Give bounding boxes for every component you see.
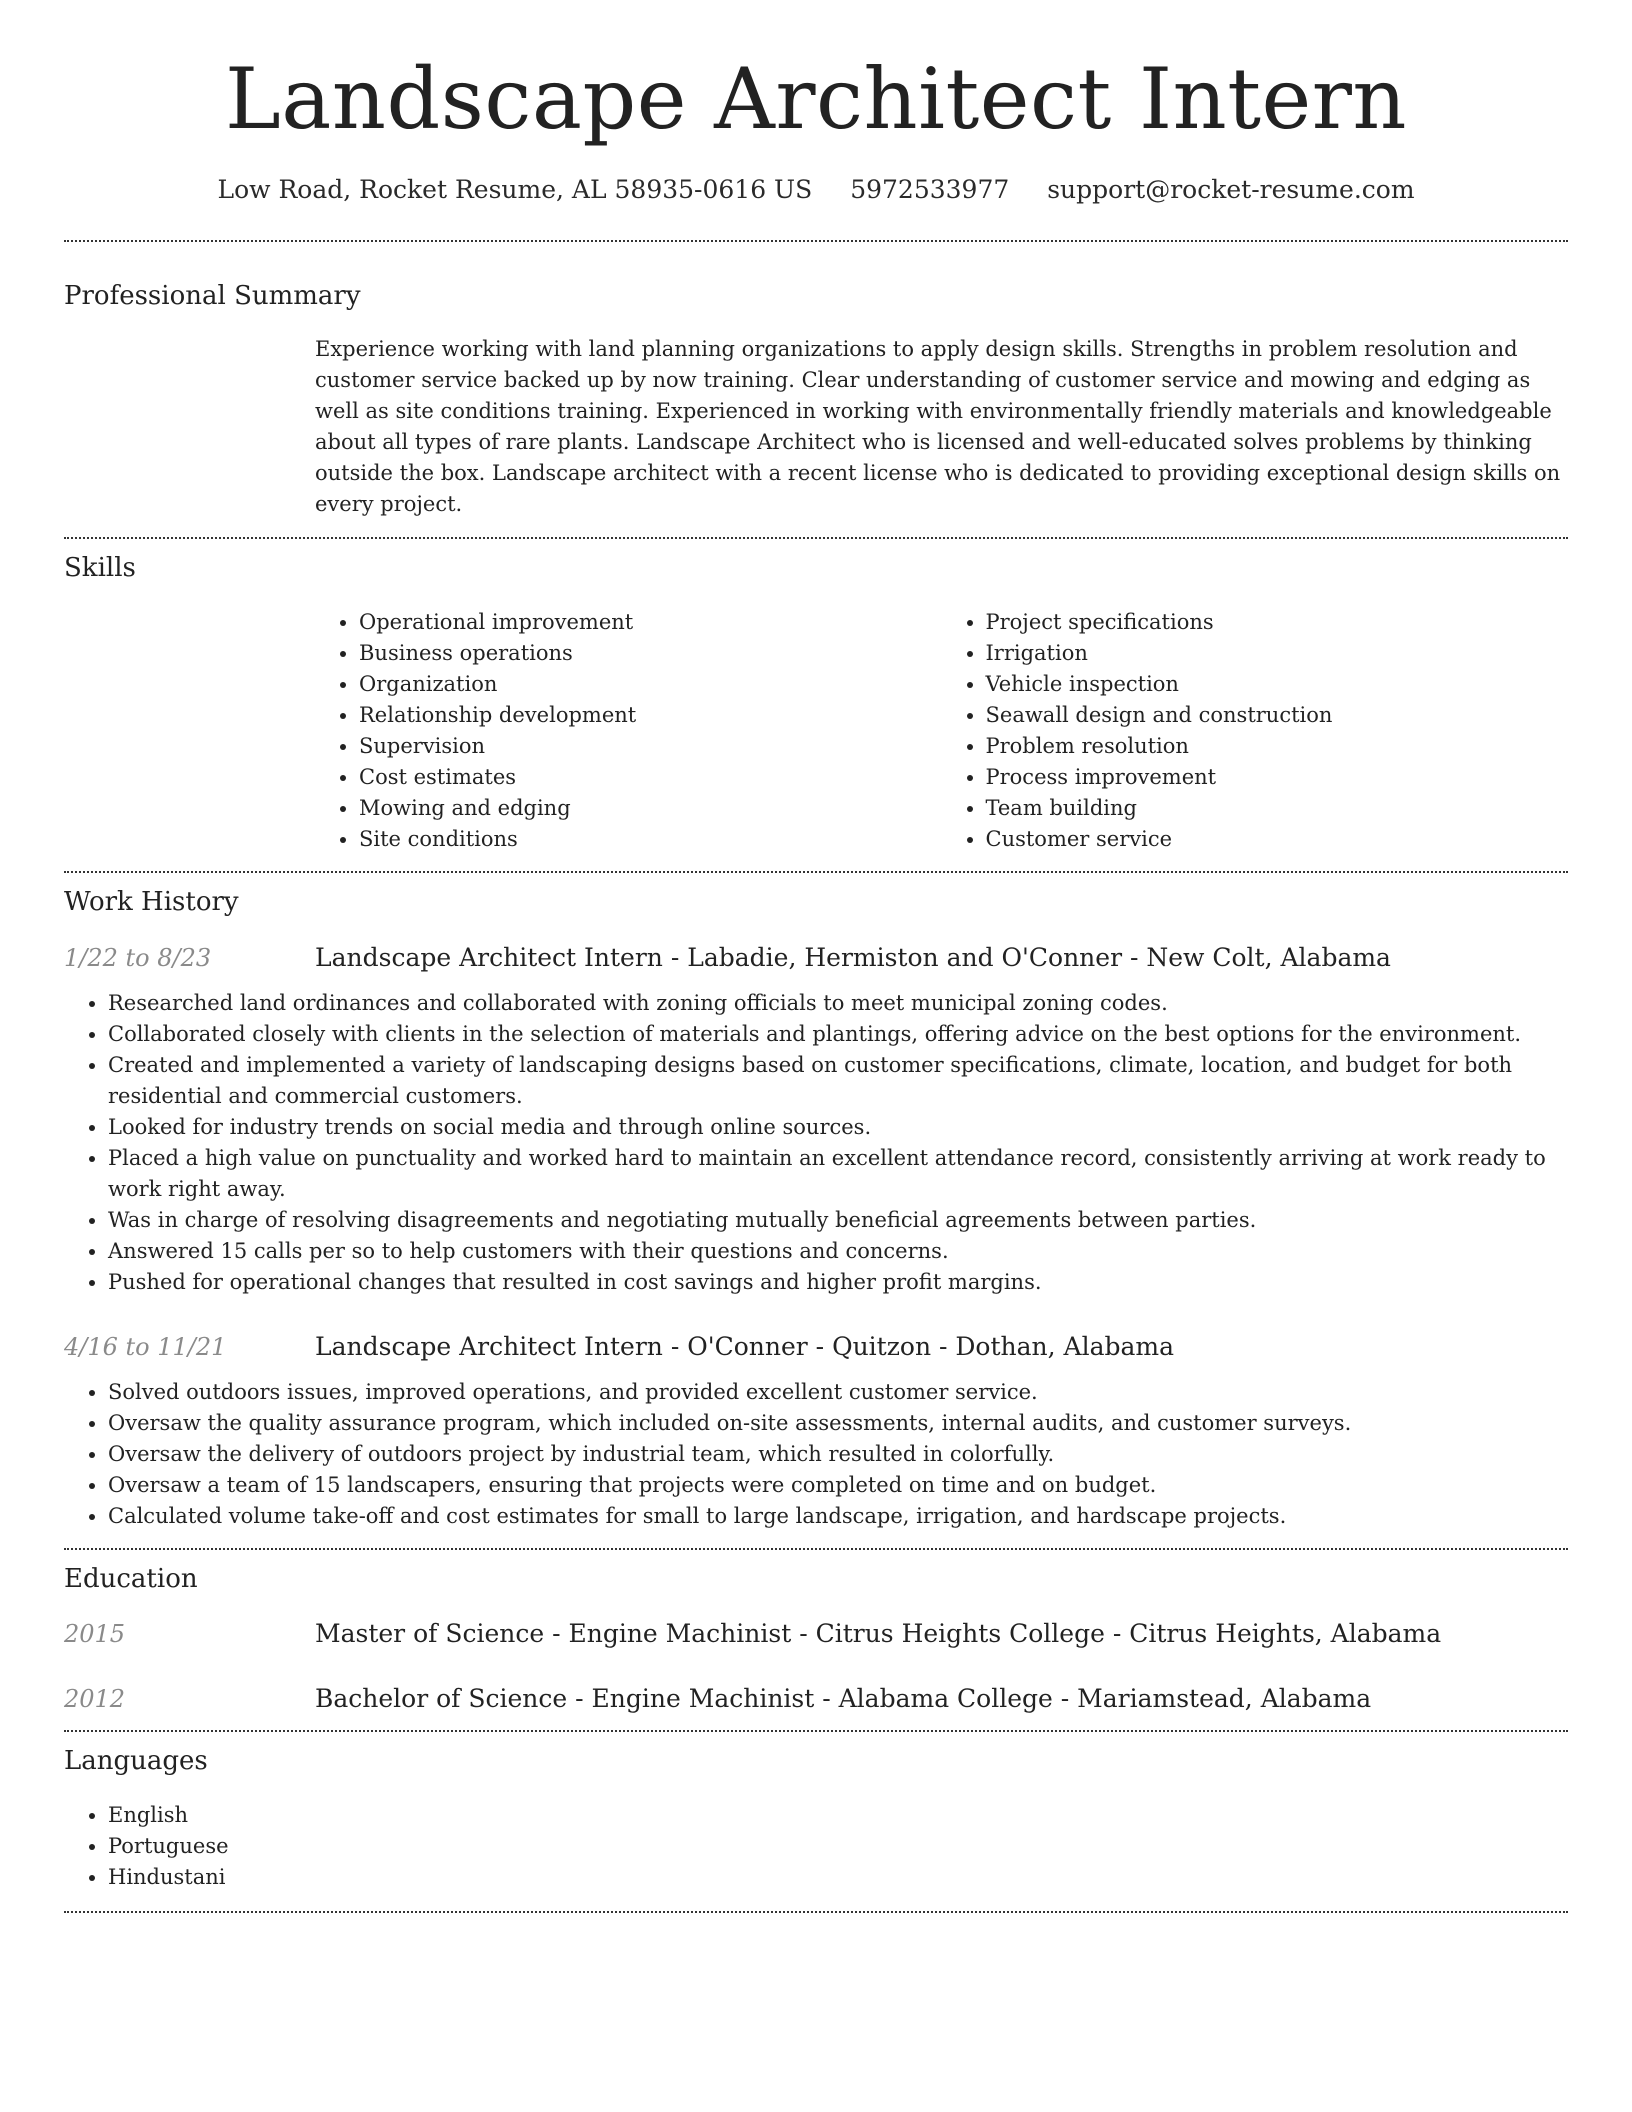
skills-grid	[315, 607, 1568, 855]
skills-list-left	[315, 607, 942, 855]
job-entry-header	[64, 1332, 1568, 1361]
language-item: • English	[108, 1800, 1568, 1831]
education-degree: Master of Science - Engine Machinist - Citrus Heights College - Citrus Heights, Alabama	[315, 1619, 1442, 1648]
skill-item: • Seawall design and construction	[986, 700, 1569, 731]
contact-phone: 5972533977	[850, 175, 1010, 204]
section-divider	[64, 1911, 1568, 1913]
job-bullets	[64, 1377, 1568, 1532]
job-dates: 1/22 to 8/23	[64, 944, 212, 972]
education-entry	[64, 1619, 1568, 1648]
work-history-heading: Work History	[64, 887, 239, 917]
job-bullet: • Answered 15 calls per so to help customers with their questions and concerns.	[108, 1236, 1568, 1267]
job-bullet: • Solved outdoors issues, improved operations, and provided excellent customer service.	[108, 1377, 1568, 1408]
skills-list-right	[942, 607, 1569, 855]
contact-email: support@rocket-resume.com	[1047, 175, 1415, 204]
section-divider	[64, 871, 1568, 873]
summary-text: Experience working with land planning organizations to apply design skills. Strengths in problem resolution and customer service backed up by now training. Clear understanding of customer service and mowing and edging as well as site conditions training. Experienced in working with environmentally friendly materials and knowledgeable about all types of rare plants. Landscape Architect who is licensed and well-educated solves problems by thinking outside the box. Landscape architect with a recent license who is dedicated to providing exceptional design skills on every project.	[315, 337, 1561, 516]
section-divider	[64, 1730, 1568, 1732]
job-bullet: • Was in charge of resolving disagreements and negotiating mutually beneficial agreements between parties.	[108, 1205, 1568, 1236]
section-divider	[64, 240, 1568, 242]
candidate-name: Landscape Architect Intern	[225, 50, 1407, 148]
job-entry-header	[64, 943, 1568, 972]
languages-heading: Languages	[64, 1746, 208, 1776]
skill-item: • Problem resolution	[986, 731, 1569, 762]
resume-page	[64, 0, 1568, 1913]
skill-item: • Mowing and edging	[359, 793, 942, 824]
skill-item: • Team building	[986, 793, 1569, 824]
job-bullet: • Calculated volume take-off and cost estimates for small to large landscape, irrigation, and hardscape projects.	[108, 1501, 1568, 1532]
languages-list	[64, 1800, 1568, 1893]
job-bullet: • Oversaw the delivery of outdoors project by industrial team, which resulted in colorfully.	[108, 1439, 1568, 1470]
skill-item: • Business operations	[359, 638, 942, 669]
job-bullet: • Looked for industry trends on social media and through online sources.	[108, 1112, 1568, 1143]
education-degree: Bachelor of Science - Engine Machinist - Alabama College - Mariamstead, Alabama	[315, 1684, 1372, 1713]
skill-item: • Customer service	[986, 824, 1569, 855]
skill-item: • Relationship development	[359, 700, 942, 731]
section-divider	[64, 1548, 1568, 1550]
skill-item: • Irrigation	[986, 638, 1569, 669]
job-bullet: • Pushed for operational changes that resulted in cost savings and higher profit margins.	[108, 1267, 1568, 1298]
job-bullet: • Oversaw the quality assurance program, which included on-site assessments, internal audits, and customer surveys.	[108, 1408, 1568, 1439]
job-bullet: • Oversaw a team of 15 landscapers, ensuring that projects were completed on time and on budget.	[108, 1470, 1568, 1501]
job-bullet: • Placed a high value on punctuality and worked hard to maintain an excellent attendance record, consistently arriving at work ready to work right away.	[108, 1143, 1568, 1205]
contact-line	[64, 175, 1568, 205]
job-bullet: • Researched land ordinances and collaborated with zoning officials to meet municipal zoning codes.	[108, 988, 1568, 1019]
skill-item: • Supervision	[359, 731, 942, 762]
skill-item: • Operational improvement	[359, 607, 942, 638]
job-title: Landscape Architect Intern - O'Conner - Quitzon - Dothan, Alabama	[315, 1332, 1174, 1361]
job-title: Landscape Architect Intern - Labadie, Hermiston and O'Conner - New Colt, Alabama	[315, 943, 1391, 972]
languages-section	[64, 1745, 1568, 1893]
education-heading: Education	[64, 1564, 198, 1594]
section-divider	[64, 537, 1568, 539]
skill-item: • Cost estimates	[359, 762, 942, 793]
language-item: • Portuguese	[108, 1831, 1568, 1862]
skill-item: • Site conditions	[359, 824, 942, 855]
work-history-section	[64, 886, 1568, 1532]
education-year: 2015	[64, 1620, 126, 1648]
skill-item: • Project specifications	[986, 607, 1569, 638]
job-bullet: • Created and implemented a variety of landscaping designs based on customer specifications, climate, location, and budget for both residential and commercial customers.	[108, 1050, 1568, 1112]
skills-heading: Skills	[64, 553, 136, 583]
education-section	[64, 1563, 1568, 1713]
skill-item: • Organization	[359, 669, 942, 700]
resume-header	[64, 50, 1568, 205]
skill-item: • Vehicle inspection	[986, 669, 1569, 700]
job-bullet: • Collaborated closely with clients in the selection of materials and plantings, offering advice on the best options for the environment.	[108, 1019, 1568, 1050]
language-item: • Hindustani	[108, 1862, 1568, 1893]
job-dates: 4/16 to 11/21	[64, 1333, 227, 1361]
summary-section	[64, 280, 1568, 520]
contact-address: Low Road, Rocket Resume, AL 58935-0616 US	[217, 175, 813, 204]
education-entry	[64, 1684, 1568, 1713]
education-year: 2012	[64, 1685, 126, 1713]
skill-item: • Process improvement	[986, 762, 1569, 793]
skills-section	[64, 552, 1568, 855]
summary-heading: Professional Summary	[64, 281, 361, 311]
job-bullets	[64, 988, 1568, 1298]
